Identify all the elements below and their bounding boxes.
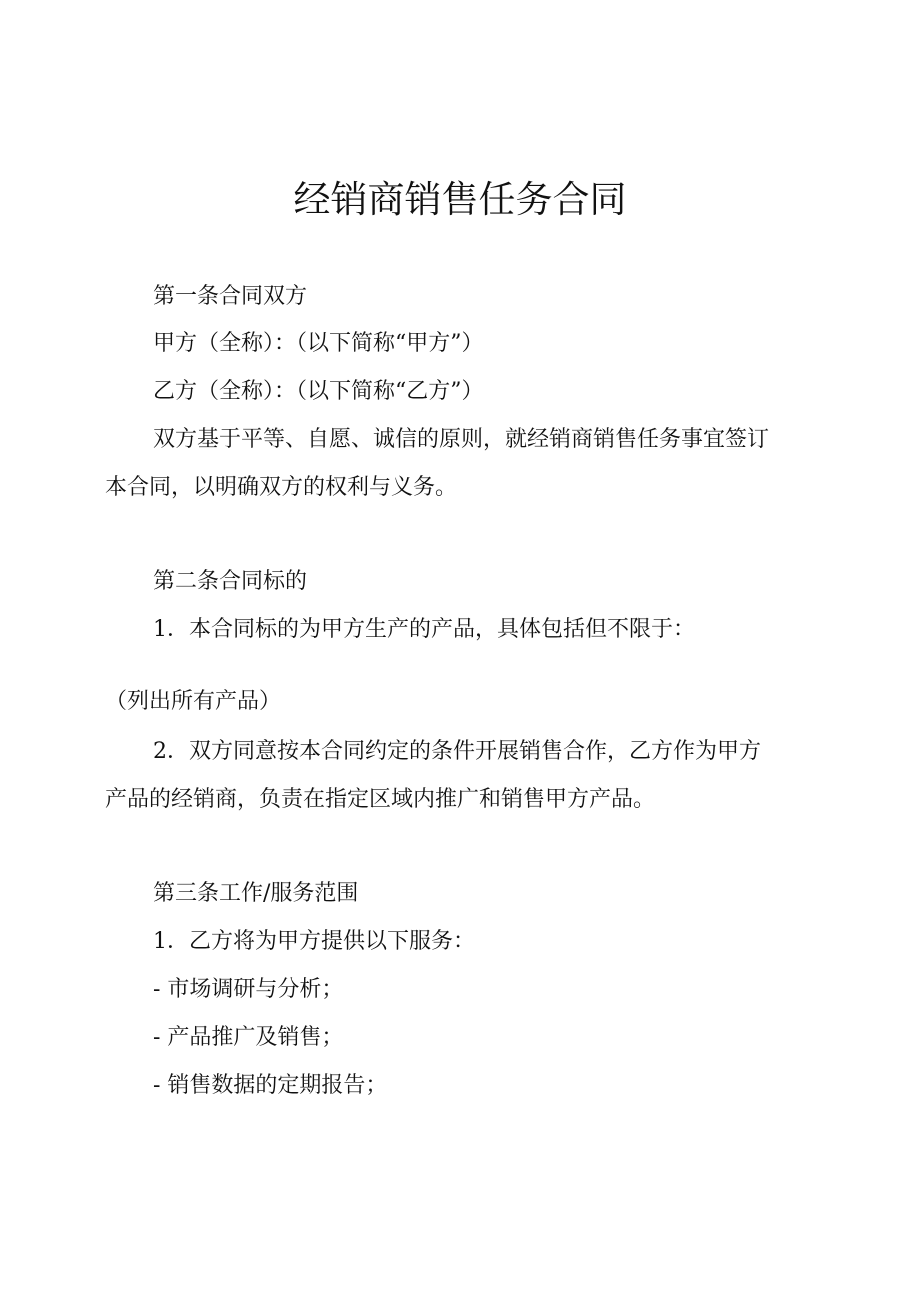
article2-heading: 第二条合同标的: [153, 569, 308, 594]
article2-clause1-line1: 1．本合同标的为甲方生产的产品，具体包括但不限于：: [153, 617, 695, 642]
service-item: - 销售数据的定期报告；: [153, 1073, 388, 1098]
article1-heading: 第一条合同双方: [153, 284, 308, 309]
article3-clause1: 1．乙方将为甲方提供以下服务：: [153, 929, 475, 954]
party-b-line: 乙方（全称）：（以下简称“乙方”）: [153, 379, 484, 404]
article2-clause2-line2: 产品的经销商，负责在指定区域内推广和销售甲方产品。: [105, 787, 656, 812]
article3-heading: 第三条工作/服务范围: [153, 881, 359, 906]
service-item: - 市场调研与分析；: [153, 977, 344, 1002]
service-item: - 产品推广及销售；: [153, 1025, 344, 1050]
article1-intro-line1: 双方基于平等、自愿、诚信的原则，就经销商销售任务事宜签订: [153, 427, 770, 452]
article1-intro-line2: 本合同，以明确双方的权利与义务。: [105, 475, 458, 500]
party-a-line: 甲方（全称）：（以下简称“甲方”）: [153, 331, 484, 356]
document-title: 经销商销售任务合同: [293, 178, 627, 221]
article2-clause1-line2: （列出所有产品）: [105, 689, 282, 714]
article2-clause2-line1: 2．双方同意按本合同约定的条件开展销售合作，乙方作为甲方: [153, 739, 761, 764]
